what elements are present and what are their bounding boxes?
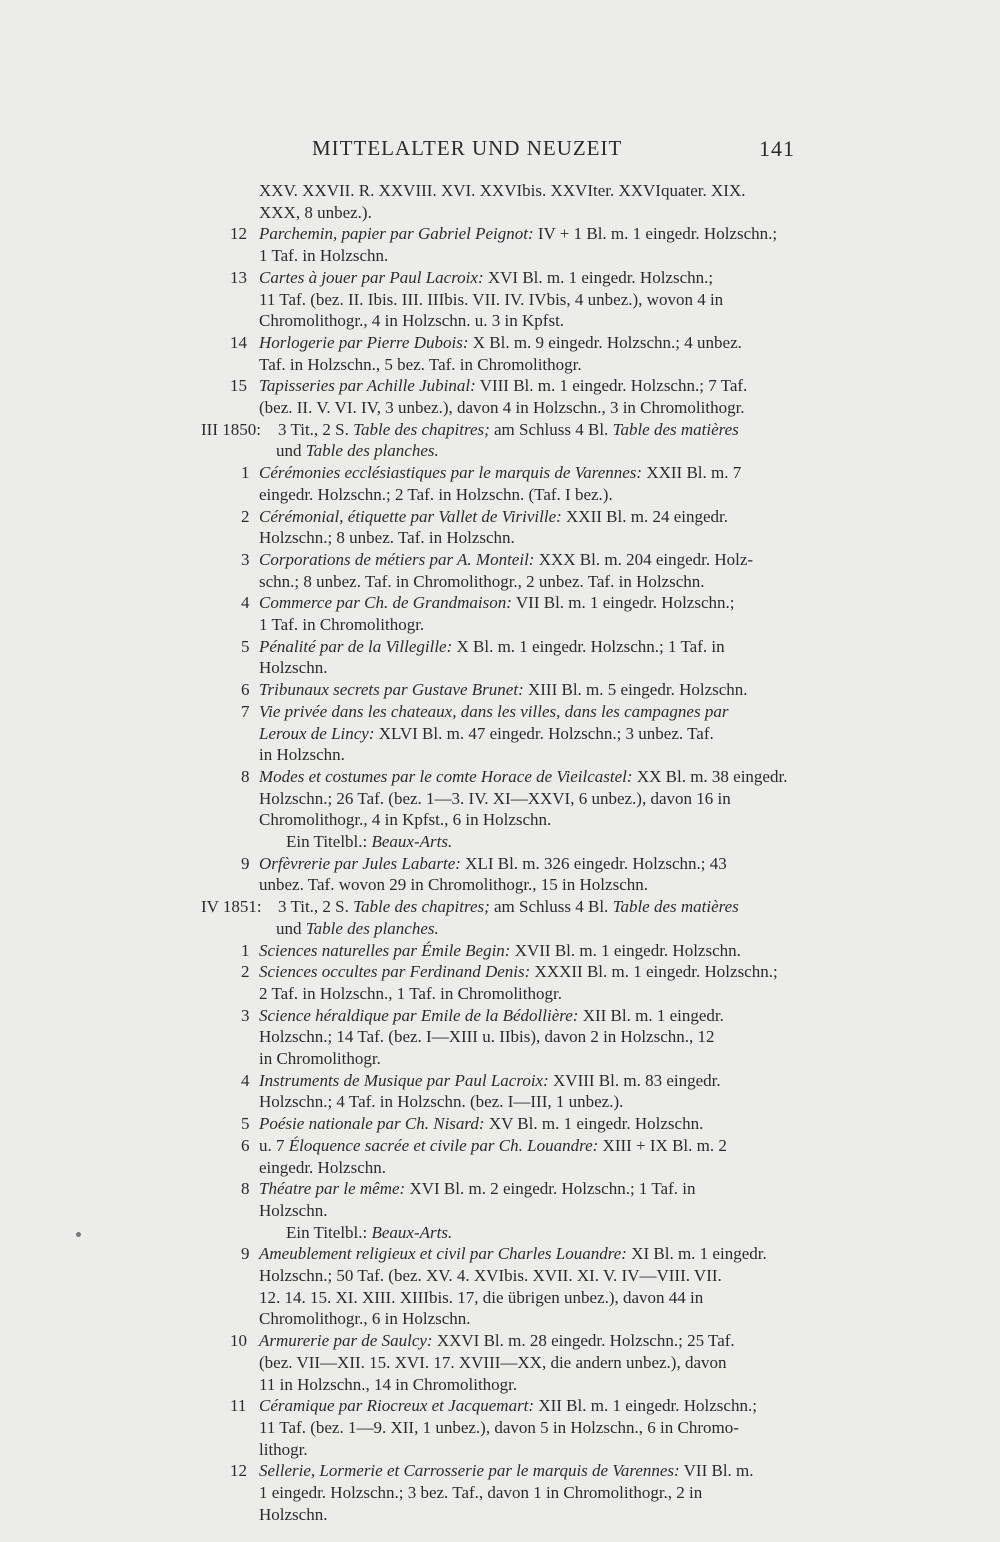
entry-text: (bez. II. V. VI. IV, 3 unbez.), davon 4 in Holzschn., 3 in Chromolithogr.: [259, 398, 745, 417]
entry-text: Orfèvrerie par Jules Labarte: XLI Bl. m. 326 eingedr. Holzschn.; 43: [259, 853, 727, 873]
text-line: [0, 1091, 1000, 1113]
entry-text: Holzschn.; 14 Taf. (bez. I—XIII u. IIbis), davon 2 in Holzschn., 12: [259, 1027, 715, 1047]
entry-text: 1 Taf. in Holzschn.: [259, 246, 389, 266]
entry-number: 4: [241, 1070, 250, 1090]
entry-text: Poésie nationale par Ch. Nisard: XV Bl. m. 1 eingedr. Holzschn.: [259, 1114, 704, 1134]
entry-number: 8: [241, 1179, 250, 1199]
entry-text: 1 Taf. in Chromolithogr.: [259, 615, 425, 634]
text-line: [0, 1135, 1000, 1157]
entry-number: 12: [230, 224, 247, 244]
text-line: [0, 440, 1000, 462]
entry-text: Holzschn.; 8 unbez. Taf. in Holzschn.: [259, 528, 515, 548]
text-line: [0, 397, 1000, 419]
volume-intro-cont: und Table des planches.: [276, 441, 439, 461]
entry-number: 14: [230, 332, 247, 352]
entry-number: 1: [241, 463, 250, 483]
text-line: [0, 766, 1000, 788]
text-line: [0, 1417, 1000, 1439]
entry-number: 15: [230, 376, 247, 396]
entry-text: Ein Titelbl.: Beaux-Arts.: [286, 1222, 453, 1242]
entry-text: eingedr. Holzschn.: [259, 1157, 386, 1177]
text-line: [0, 1482, 1000, 1504]
entry-number: 13: [230, 267, 247, 287]
entry-number: 9: [241, 853, 250, 873]
text-line: [0, 636, 1000, 658]
entry-text: Vie privée dans les chateaux, dans les villes, dans les campagnes par: [259, 701, 729, 721]
text-line: [0, 983, 1000, 1005]
text-line: [0, 1157, 1000, 1179]
entry-text: Leroux de Lincy: XLVI Bl. m. 47 eingedr. Holzschn.; 3 unbez. Taf.: [259, 723, 714, 743]
entry-text: Sciences naturelles par Émile Begin: XVII Bl. m. 1 eingedr. Holzschn.: [259, 940, 741, 960]
text-line: [0, 1439, 1000, 1461]
section-iii-heading: [0, 419, 1000, 441]
text-line: [0, 1395, 1000, 1417]
text-line: [0, 1070, 1000, 1092]
volume-label: IV 1851: 3 Tit., 2 S. Table des chapitres; am Schluss 4 Bl. Table des matières: [201, 897, 739, 917]
text-line: [0, 723, 1000, 745]
section-iv-heading: [0, 896, 1000, 918]
entry-text: Commerce par Ch. de Grandmaison: VII Bl. m. 1 eingedr. Holzschn.;: [259, 593, 735, 613]
entry-text: Instruments de Musique par Paul Lacroix: XVIII Bl. m. 83 eingedr.: [259, 1070, 721, 1090]
entry-text: Théatre par le même: XVI Bl. m. 2 eingedr. Holzschn.; 1 Taf. in: [259, 1179, 696, 1199]
text-line: [0, 354, 1000, 376]
entry-text: Céramique par Riocreux et Jacquemart: XII Bl. m. 1 eingedr. Holzschn.;: [259, 1396, 757, 1416]
text-line: [0, 1504, 1000, 1526]
text-line: [0, 1308, 1000, 1330]
volume-intro: 3 Tit., 2 S. Table des chapitres; am Schluss 4 Bl. Table des matières: [278, 897, 739, 917]
ink-speck: [76, 1232, 81, 1237]
entry-text: in Holzschn.: [259, 745, 345, 765]
text-line: [0, 289, 1000, 311]
text-line: [0, 809, 1000, 831]
entry-text: 2 Taf. in Holzschn., 1 Taf. in Chromolithogr.: [259, 983, 562, 1003]
entry-number: 3: [241, 549, 250, 569]
text-line: [0, 1265, 1000, 1287]
entry-text: Chromolithogr., 4 in Holzschn. u. 3 in Kpfst.: [259, 311, 565, 331]
entry-text: Sciences occultes par Ferdinand Denis: XXXII Bl. m. 1 eingedr. Holzschn.;: [259, 962, 778, 982]
entry-text: schn.; 8 unbez. Taf. in Chromolithogr., 2 unbez. Taf. in Holzschn.: [259, 571, 705, 591]
entry-number: 8: [241, 766, 250, 786]
text-line: [0, 1243, 1000, 1265]
text-line: [0, 1005, 1000, 1027]
entry-number: 4: [241, 593, 250, 613]
entry-number: 12: [230, 1461, 247, 1481]
entry-text: (bez. VII—XII. 15. XVI. 17. XVIII—XX, die andern unbez.), davon: [259, 1352, 727, 1372]
text-line: [0, 831, 1000, 853]
text-line: [0, 1222, 1000, 1244]
entry-text: Cérémonies ecclésiastiques par le marquis de Varennes: XXII Bl. m. 7: [259, 463, 742, 483]
text-line: [0, 788, 1000, 810]
entry-text: XXX, 8 unbez.).: [259, 202, 372, 222]
text-line: [0, 961, 1000, 983]
page-number: 141: [759, 136, 795, 161]
entry-number: 5: [241, 1114, 250, 1134]
entry-text: Horlogerie par Pierre Dubois: X Bl. m. 9 eingedr. Holzschn.; 4 unbez.: [259, 332, 742, 352]
entry-text: Ameublement religieux et civil par Charles Louandre: XI Bl. m. 1 eingedr.: [259, 1244, 767, 1264]
entry-text: Taf. in Holzschn., 5 bez. Taf. in Chromolithogr.: [259, 354, 582, 374]
text-line: [0, 744, 1000, 766]
text-line: [0, 223, 1000, 245]
entry-text: Holzschn.; 50 Taf. (bez. XV. 4. XVIbis. XVII. XI. V. IV—VIII. VII.: [259, 1266, 722, 1285]
text-line: [0, 657, 1000, 679]
entry-text: Chromolithogr., 4 in Kpfst., 6 in Holzschn.: [259, 810, 552, 830]
entry-text: Parchemin, papier par Gabriel Peignot: IV + 1 Bl. m. 1 eingedr. Holzschn.;: [259, 224, 778, 244]
entry-text: Holzschn.; 26 Taf. (bez. 1—3. IV. XI—XXVI, 6 unbez.), davon 16 in: [259, 788, 731, 808]
entry-text: Cartes à jouer par Paul Lacroix: XVI Bl. m. 1 eingedr. Holzschn.;: [259, 267, 714, 287]
text-line: [0, 484, 1000, 506]
entry-number: 6: [241, 680, 250, 700]
text-line: [0, 1352, 1000, 1374]
entry-text: u. 7 Éloquence sacrée et civile par Ch. Louandre: XIII + IX Bl. m. 2: [259, 1135, 727, 1155]
text-line: [0, 310, 1000, 332]
text-line: [0, 1178, 1000, 1200]
entry-number: 9: [241, 1244, 250, 1264]
entry-text: Corporations de métiers par A. Monteil: XXX Bl. m. 204 eingedr. Holz-: [259, 549, 754, 569]
entry-number: 3: [241, 1005, 250, 1025]
text-line: [0, 918, 1000, 940]
text-line: [0, 332, 1000, 354]
entry-number: 2: [241, 506, 250, 526]
text-line: [0, 1026, 1000, 1048]
text-line: [0, 527, 1000, 549]
entry-text: lithogr.: [259, 1439, 308, 1459]
entry-text: 12. 14. 15. XI. XIII. XIIIbis. 17, die übrigen unbez.), davon 44 in: [259, 1287, 704, 1307]
entry-text: Tapisseries par Achille Jubinal: VIII Bl. m. 1 eingedr. Holzschn.; 7 Taf.: [259, 376, 748, 396]
entry-text: in Chromolithogr.: [259, 1049, 381, 1068]
entry-text: Ein Titelbl.: Beaux-Arts.: [286, 832, 453, 851]
entry-text: Holzschn.; 4 Taf. in Holzschn. (bez. I—III, 1 unbez.).: [259, 1092, 624, 1112]
entry-text: Science héraldique par Emile de la Bédollière: XII Bl. m. 1 eingedr.: [259, 1005, 724, 1025]
text-line: [0, 180, 1000, 202]
text-line: [0, 267, 1000, 289]
volume-intro-cont: und Table des planches.: [276, 918, 439, 938]
text-line: [0, 874, 1000, 896]
text-line: [0, 592, 1000, 614]
entry-text: 11 in Holzschn., 14 in Chromolithogr.: [259, 1374, 518, 1394]
entry-text: unbez. Taf. wovon 29 in Chromolithogr., 15 in Holzschn.: [259, 875, 648, 895]
text-line: [0, 571, 1000, 593]
entry-text: eingedr. Holzschn.; 2 Taf. in Holzschn. (Taf. I bez.).: [259, 484, 613, 504]
entry-text: Chromolithogr., 6 in Holzschn.: [259, 1309, 471, 1329]
entry-number: 2: [241, 962, 250, 982]
entry-number: 11: [230, 1396, 247, 1416]
entry-text: XXV. XXVII. R. XXVIII. XVI. XXVIbis. XXVIter. XXVIquater. XIX.: [259, 181, 746, 200]
text-line: [0, 375, 1000, 397]
entry-text: Modes et costumes par le comte Horace de Vieilcastel: XX Bl. m. 38 eingedr.: [259, 766, 788, 786]
text-line: [0, 1374, 1000, 1396]
text-line: [0, 1048, 1000, 1070]
text-line: [0, 202, 1000, 224]
text-line: [0, 940, 1000, 962]
entry-text: Sellerie, Lormerie et Carrosserie par le marquis de Varennes: VII Bl. m.: [259, 1461, 754, 1481]
text-line: [0, 1330, 1000, 1352]
text-line: [0, 679, 1000, 701]
text-line: [0, 506, 1000, 528]
entry-text: Cérémonial, étiquette par Vallet de Viriville: XXII Bl. m. 24 eingedr.: [259, 506, 728, 526]
entry-number: 5: [241, 636, 250, 656]
text-line: [0, 462, 1000, 484]
entry-text: 1 eingedr. Holzschn.; 3 bez. Taf., davon 1 in Chromolithogr., 2 in: [259, 1483, 703, 1502]
entry-text: Holzschn.: [259, 1200, 328, 1220]
volume-label: III 1850: 3 Tit., 2 S. Table des chapitres; am Schluss 4 Bl. Table des matières: [201, 419, 739, 439]
entry-number: 7: [241, 701, 250, 721]
entry-number: 6: [241, 1135, 250, 1155]
text-line: [0, 1287, 1000, 1309]
text-line: [0, 853, 1000, 875]
entry-text: Tribunaux secrets par Gustave Brunet: XIII Bl. m. 5 eingedr. Holzschn.: [259, 680, 748, 700]
text-line: [0, 549, 1000, 571]
entry-text: Armurerie par de Saulcy: XXVI Bl. m. 28 eingedr. Holzschn.; 25 Taf.: [259, 1331, 735, 1351]
text-line: [0, 1200, 1000, 1222]
entry-number: 1: [241, 940, 250, 960]
page-header: [260, 136, 795, 166]
entry-text: 11 Taf. (bez. 1—9. XII, 1 unbez.), davon 5 in Holzschn., 6 in Chromo-: [259, 1417, 739, 1437]
running-title: MITTELALTER UND NEUZEIT: [312, 136, 623, 160]
entry-text: Pénalité par de la Villegille: X Bl. m. 1 eingedr. Holzschn.; 1 Taf. in: [259, 636, 725, 656]
text-line: [0, 614, 1000, 636]
text-line: [0, 1113, 1000, 1135]
entry-text: 11 Taf. (bez. II. Ibis. III. IIIbis. VII. IV. IVbis, 4 unbez.), wovon 4 in: [259, 289, 724, 309]
entry-text: Holzschn.: [259, 658, 328, 678]
entry-text: Holzschn.: [259, 1504, 328, 1524]
text-line: [0, 701, 1000, 723]
volume-intro: 3 Tit., 2 S. Table des chapitres; am Schluss 4 Bl. Table des matières: [278, 419, 739, 439]
text-line: [0, 245, 1000, 267]
entry-number: 10: [230, 1331, 247, 1351]
text-line: [0, 1460, 1000, 1482]
